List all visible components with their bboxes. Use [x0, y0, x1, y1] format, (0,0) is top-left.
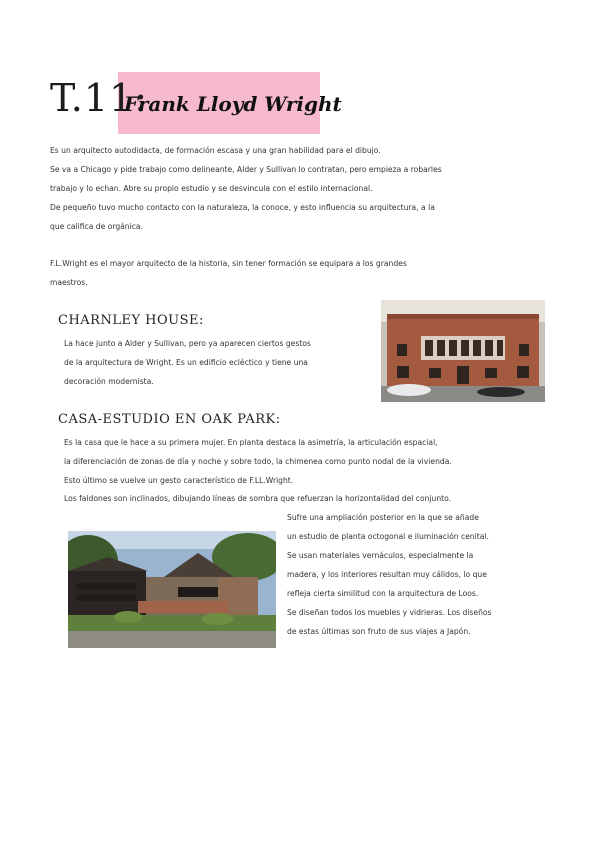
oakpark-heading: CASA-ESTUDIO EN OAK PARK: [58, 412, 281, 427]
charnley-line: La hace junto a Alder y Sullivan, pero ya aparecen ciertos gestos [64, 339, 311, 348]
oak-park-house-photo [68, 531, 276, 648]
oakpark-paragraph [64, 433, 452, 490]
oakpark-side-line: madera, y los interiores resultan muy cálidos, lo que [287, 570, 487, 579]
oakpark-side-paragraph [287, 508, 491, 641]
oakpark-line: la diferenciación de zonas de día y noche y sobre todo, la chimenea como punto nodal de la vivienda. [64, 457, 452, 466]
intro-paragraph [50, 141, 442, 236]
intro-line: Se va a Chicago y pide trabajo como delineante, Alder y Sullivan lo contratan, pero empieza a robarles [50, 165, 442, 174]
oakpark-side-line: de estas últimas son fruto de sus viajes a Japón. [287, 627, 471, 636]
oakpark-side-line: refleja cierta similitud con la arquitectura de Loos. [287, 589, 479, 598]
summary-line: F.L.Wright es el mayor arquitecto de la historia, sin tener formación se equipara a los grandes [50, 259, 407, 268]
oakpark-line: Esto último se vuelve un gesto característico de F.LL.Wright. [64, 476, 294, 485]
charnley-heading: CHARNLEY HOUSE: [58, 313, 204, 328]
oakpark-paragraph-2 [64, 489, 451, 508]
charnley-line: de la arquitectura de Wright. Es un edificio ecléctico y tiene una [64, 358, 308, 367]
charnley-house-photo [381, 300, 545, 402]
topic-number: T.11: [50, 76, 148, 120]
charnley-paragraph [64, 334, 311, 391]
oak-park-house-illustration [68, 531, 276, 648]
oakpark-line: Los faldones son inclinados, dibujando líneas de sombra que refuerzan la horizontalidad del conjunto. [64, 494, 452, 503]
charnley-house-illustration [381, 300, 545, 402]
summary-paragraph [50, 254, 407, 292]
summary-line: maestros. [50, 278, 88, 287]
intro-line: trabajo y lo echan. Abre su propio estudio y se desvincula con el estilo internacional. [50, 184, 373, 193]
oakpark-side-line: Se usan materiales vernáculos, especialmente la [287, 551, 474, 560]
page-title: Frank Lloyd Wright [124, 92, 342, 116]
oakpark-side-line: Sufre una ampliación posterior en la que se añade [287, 513, 479, 522]
oakpark-side-line: Se diseñan todos los muebles y vidrieras. Los diseños [287, 608, 492, 617]
oakpark-side-line: un estudio de planta octogonal e iluminación cenital. [287, 532, 489, 541]
intro-line: que califica de orgánica. [50, 222, 143, 231]
intro-line: De pequeño tuvo mucho contacto con la naturaleza, la conoce, y esto influencia su arquitectura, a la [50, 203, 435, 212]
oakpark-line: Es la casa que le hace a su primera mujer. En planta destaca la asimetría, la articulación espacial, [64, 438, 438, 447]
charnley-line: decoración modernista. [64, 377, 154, 386]
intro-line: Es un arquitecto autodidacta, de formación escasa y una gran habilidad para el dibujo. [50, 146, 381, 155]
